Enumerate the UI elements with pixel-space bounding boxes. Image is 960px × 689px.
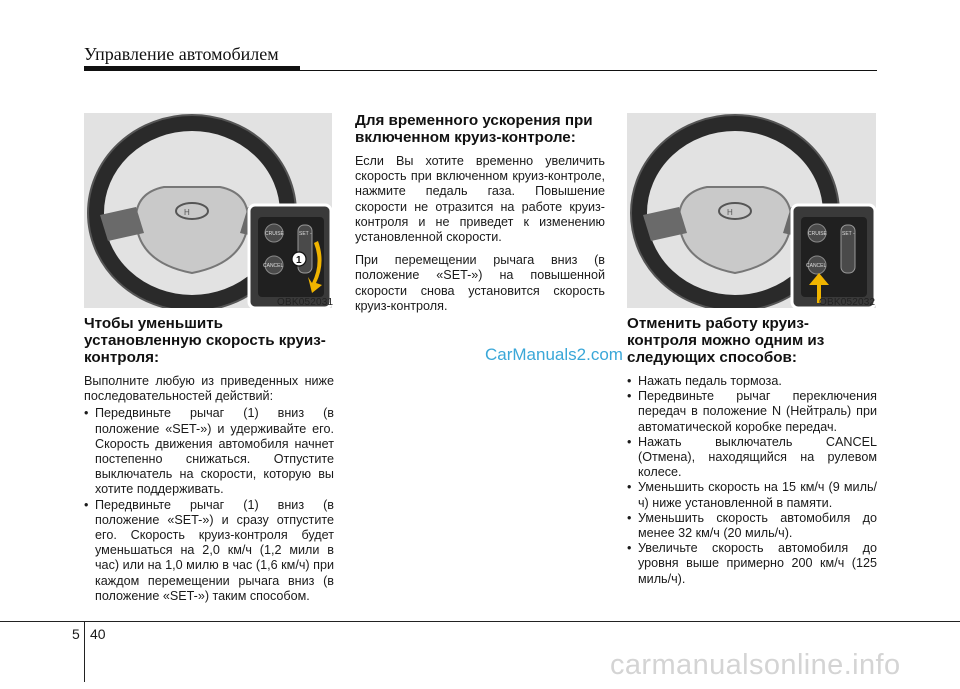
section-cancel-cruise — [627, 315, 877, 587]
paragraph: Если Вы хотите временно увеличить скорость при включенном круиз-контроле, нажмите педаль газа. Повышение скорости не отразится на работе круиз-контроля и не приведет к изменению установленной скорости. — [355, 154, 605, 245]
list-item: • Передвиньте рычаг переключения передач в положение N (Нейтраль) при автоматической коробке передач. — [627, 389, 877, 435]
steering-wheel-figure-left — [84, 113, 332, 308]
btn-cruise-label: CRUISE — [265, 231, 284, 237]
section-heading: Для временного ускорения при включенном круиз-контроле: — [355, 112, 593, 146]
figure-caption-right: OBK052032 — [819, 297, 876, 308]
page-header-title: Управление автомобилем — [84, 44, 279, 64]
paragraph: При перемещении рычага вниз (в положение «SET-») на повышенной скорости снова установится скорость круиз-контроля. — [355, 253, 605, 313]
btn-cancel-label: CANCEL — [263, 263, 284, 269]
section-heading: Отменить работу круиз-контроля можно одним из следующих способов: — [627, 315, 825, 366]
page-number: 40 — [90, 626, 106, 642]
callout-number: 1 — [296, 255, 302, 266]
section-intro: Выполните любую из приведенных ниже последовательностей действий: — [84, 374, 334, 404]
list-item: • Уменьшить скорость на 15 км/ч (9 миль/ч) ниже установленной в памяти. — [627, 480, 877, 510]
section-decrease-speed — [84, 315, 334, 604]
steering-wheel-figure-right — [627, 113, 876, 308]
figure-caption-left: OBK052031 — [277, 297, 334, 308]
site-watermark: carmanualsonline.info — [610, 649, 901, 681]
btn-cancel-label: CANCEL — [806, 263, 827, 269]
svg-text:H: H — [184, 208, 190, 217]
header-rule-thin — [84, 70, 877, 71]
bullet-list — [84, 406, 334, 604]
btn-set-label: SET - — [299, 231, 312, 237]
list-item: • Передвиньте рычаг (1) вниз (в положение «SET-») и удерживайте его. Скорость движения автомобиля начнет постепенно снижаться. Отпустите выключатель на скорости, которую вы хотите поддерживать. — [84, 406, 334, 497]
svg-text:H: H — [727, 208, 733, 217]
section-temporary-acceleration — [355, 112, 605, 322]
list-item: • Передвиньте рычаг (1) вниз (в положение «SET-») и сразу отпустите его. Скорость круиз-контроля будет уменьшаться на 2,0 км/ч (1,2 мили в час) или на 1,0 милю в час (1,6 км/ч) при каждом перемещении рычага вниз (в положение «SET-») таким способом. — [84, 498, 334, 604]
watermark-link[interactable]: CarManuals2.com — [485, 345, 623, 364]
list-item: • Нажать выключатель CANCEL (Отмена), находящийся на рулевом колесе. — [627, 435, 877, 481]
section-heading: Чтобы уменьшить установленную скорость круиз-контроля: — [84, 315, 326, 366]
footer-divider — [84, 622, 85, 682]
list-item: • Нажать педаль тормоза. — [627, 374, 877, 389]
list-item: • Уменьшить скорость автомобиля до менее 32 км/ч (20 миль/ч). — [627, 511, 877, 541]
bullet-list — [627, 374, 877, 587]
list-item: • Увеличьте скорость автомобиля до уровня выше примерно 200 км/ч (125 миль/ч). — [627, 541, 877, 587]
btn-set-label: SET - — [842, 231, 855, 237]
chapter-number: 5 — [72, 626, 80, 642]
btn-cruise-label: CRUISE — [808, 231, 827, 237]
footer-rule — [0, 621, 960, 622]
